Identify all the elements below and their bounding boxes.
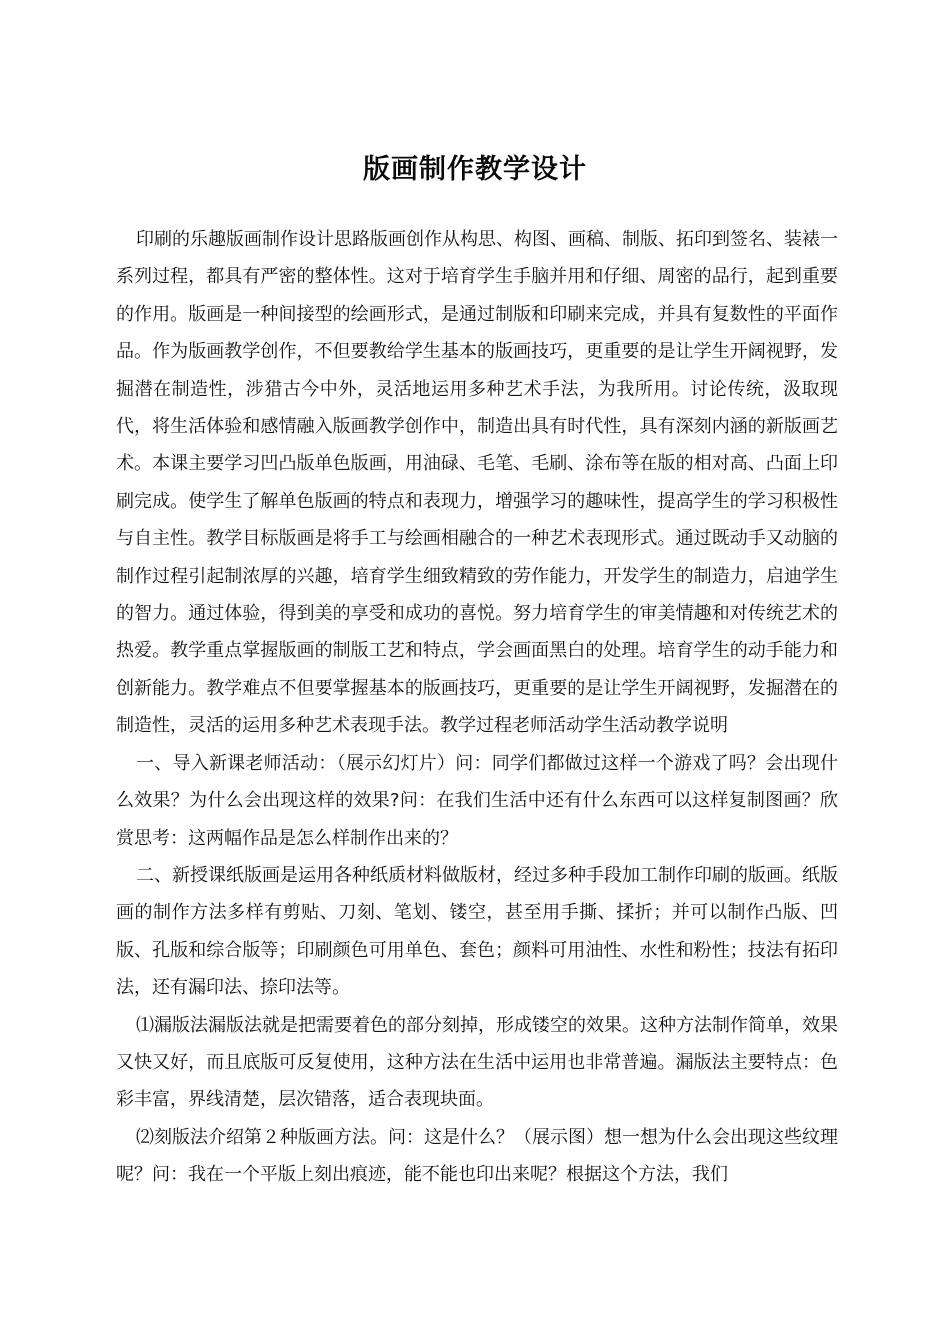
paragraph-carving-method: ⑵刻版法介绍第２种版画方法。问：这是什么？（展示图）想一想为什么会出现这些纹理呢？问：我在一个平版上刻出痕迹，能不能也印出来呢？根据这个方法，我们: [116, 1126, 838, 1186]
paragraph-stencil-method: ⑴漏版法漏版法就是把需要着色的部分刻掉，形成镂空的效果。这种方法制作简单，效果又快又好，而且底版可反复使用，这种方法在生活中运用也非常普遍。漏版法主要特点：色彩丰富，界线清楚，层次错落，适合表现块面。: [116, 1014, 838, 1111]
paragraph-section-2: 二、新授课纸版画是运用各种纸质材料做版材，经过多种手段加工制作印刷的版画。纸版画的制作方法多样有剪贴、刀刻、笔划、镂空，甚至用手撕、揉折；并可以制作凸版、凹版、孔版和综合版等；印刷颜色可用单色、套色；颜料可用油性、水性和粉性；技法有拓印法，还有漏印法、捺印法等。: [116, 864, 838, 999]
paragraph-intro: 印刷的乐趣版画制作设计思路版画创作从构思、构图、画稿、制版、拓印到签名、装裱一系列过程，都具有严密的整体性。这对于培育学生手脑并用和仔细、周密的品行，起到重要的作用。版画是一种间接型的绘画形式，是通过制版和印刷来完成，并具有复数性的平面作品。作为版画教学创作，不但要教给学生基本的版画技巧，更重要的是让学生开阔视野，发掘潜在制造性，涉猎古今中外，灵活地运用多种艺术手法，为我所用。讨论传统，汲取现代，将生活体验和感情融入版画教学创作中，制造出具有时代性，具有深刻内涵的新版画艺术。本课主要学习凹凸版单色版画，用油碌、毛笔、毛刷、涂布等在版的相对高、凸面上印刷完成。使学生了解单色版画的特点和表现力，增强学习的趣味性，提高学生的学习积极性与自主性。教学目标版画是将手工与绘画相融合的一种艺术表现形式。通过既动手又动脑的制作过程引起制浓厚的兴趣，培育学生细致精致的劳作能力，开发学生的制造力，启迪学生的智力。通过体验，得到美的享受和成功的喜悦。努力培育学生的审美情趣和对传统艺术的热爱。教学重点掌握版画的制版工艺和特点，学会画面黑白的处理。培育学生的动手能力和创新能力。教学难点不但要掌握基本的版画技巧，更重要的是让学生开阔视野，发掘潜在的制造性，灵活的运用多种艺术表现手法。教学过程老师活动学生活动教学说明: [116, 229, 838, 737]
paragraph-section-1: 一、导入新课老师活动：（展示幻灯片）问：同学们都做过这样一个游戏了吗？会出现什么效果？为什么会出现这样的效果?问：在我们生活中还有什么东西可以这样复制图画？欣赏思考：这两幅作品是怎么样制作出来的？: [116, 752, 838, 849]
document-title: 版画制作教学设计: [363, 154, 587, 186]
document-body: [116, 221, 838, 1194]
